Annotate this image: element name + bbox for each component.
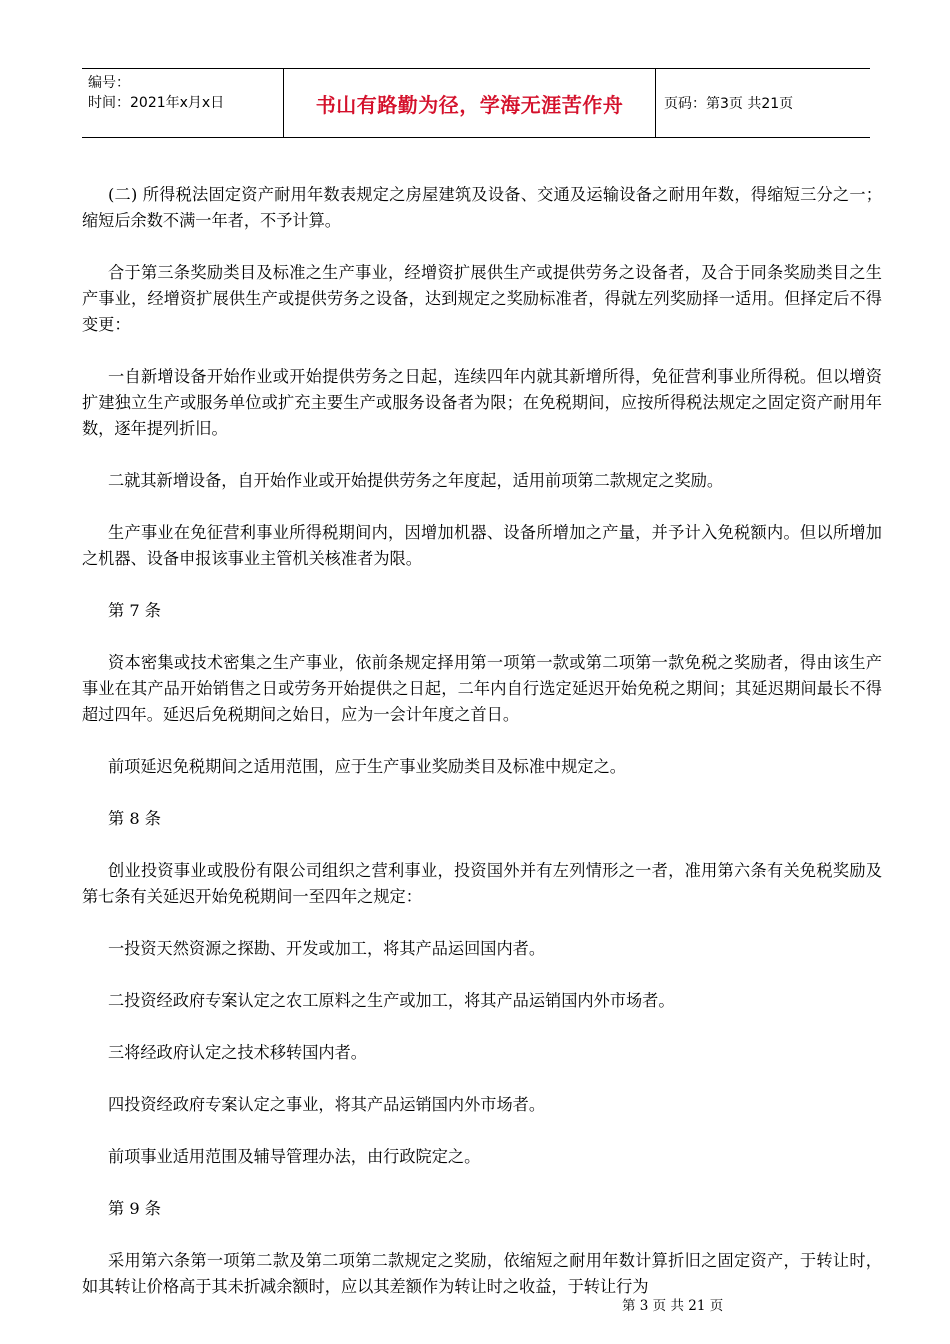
header-page-number: 页码：第3页 共21页 — [664, 96, 794, 112]
header-motto: 书山有路勤为径，学海无涯苦作舟 — [284, 69, 656, 137]
paragraph: 三将经政府认定之技术移转国内者。 — [108, 1043, 367, 1062]
document-body — [82, 182, 882, 1300]
paragraph: 一投资天然资源之探勘、开发或加工，将其产品运回国内者。 — [108, 939, 546, 958]
paragraph: 资本密集或技术密集之生产事业，依前条规定择用第一项第一款或第二项第一款免税之奖励者，得由该生产事业在其产品开始销售之日或劳务开始提供之日起，二年内自行选定延迟开始免税之期间；其延迟期间最长不得超过四年。延迟后免税期间之始日，应为一会计年度之首日。 — [82, 653, 882, 724]
paragraph: 一自新增设备开始作业或开始提供劳务之日起，连续四年内就其新增所得，免征营利事业所得税。但以增资扩建独立生产或服务单位或扩充主要生产或服务设备者为限；在免税期间，应按所得税法规定之固定资产耐用年数，逐年提列折旧。 — [82, 367, 882, 438]
header-info-cell — [82, 69, 284, 137]
paragraph: 采用第六条第一项第二款及第二项第二款规定之奖励，依缩短之耐用年数计算折旧之固定资产，于转让时，如其转让价格高于其未折减余额时，应以其差额作为转让时之收益，于转让行为 — [82, 1251, 882, 1296]
page-footer-number: 第 3 页 共 21 页 — [622, 1298, 724, 1314]
article-heading: 第 8 条 — [108, 809, 161, 828]
paragraph: 二投资经政府专案认定之农工原料之生产或加工，将其产品运销国内外市场者。 — [108, 991, 675, 1010]
paragraph: 前项事业适用范围及辅导管理办法，由行政院定之。 — [108, 1147, 481, 1166]
paragraph: 创业投资事业或股份有限公司组织之营利事业，投资国外并有左列情形之一者，准用第六条有关免税奖励及第七条有关延迟开始免税期间一至四年之规定： — [82, 861, 882, 906]
page-header — [82, 68, 870, 138]
document-number-label: 编号： — [88, 75, 130, 91]
paragraph: 四投资经政府专案认定之事业，将其产品运销国内外市场者。 — [108, 1095, 546, 1114]
article-heading: 第 9 条 — [108, 1199, 161, 1218]
paragraph: 生产事业在免征营利事业所得税期间内，因增加机器、设备所增加之产量，并予计入免税额内。但以所增加之机器、设备申报该事业主管机关核准者为限。 — [82, 523, 882, 568]
paragraph: 合于第三条奖励类目及标准之生产事业，经增资扩展供生产或提供劳务之设备者，及合于同条奖励类目之生产事业，经增资扩展供生产或提供劳务之设备，达到规定之奖励标准者，得就左列奖励择一适用。但择定后不得变更： — [82, 263, 882, 334]
paragraph: 前项延迟免税期间之适用范围，应于生产事业奖励类目及标准中规定之。 — [108, 757, 626, 776]
paragraph: 二就其新增设备，自开始作业或开始提供劳务之年度起，适用前项第二款规定之奖励。 — [108, 471, 724, 490]
article-heading: 第 7 条 — [108, 601, 161, 620]
document-time-label: 时间：2021年x月x日 — [88, 95, 225, 111]
paragraph: (二) 所得税法固定资产耐用年数表规定之房屋建筑及设备、交通及运输设备之耐用年数，得缩短三分之一；缩短后余数不满一年者，不予计算。 — [82, 185, 882, 230]
